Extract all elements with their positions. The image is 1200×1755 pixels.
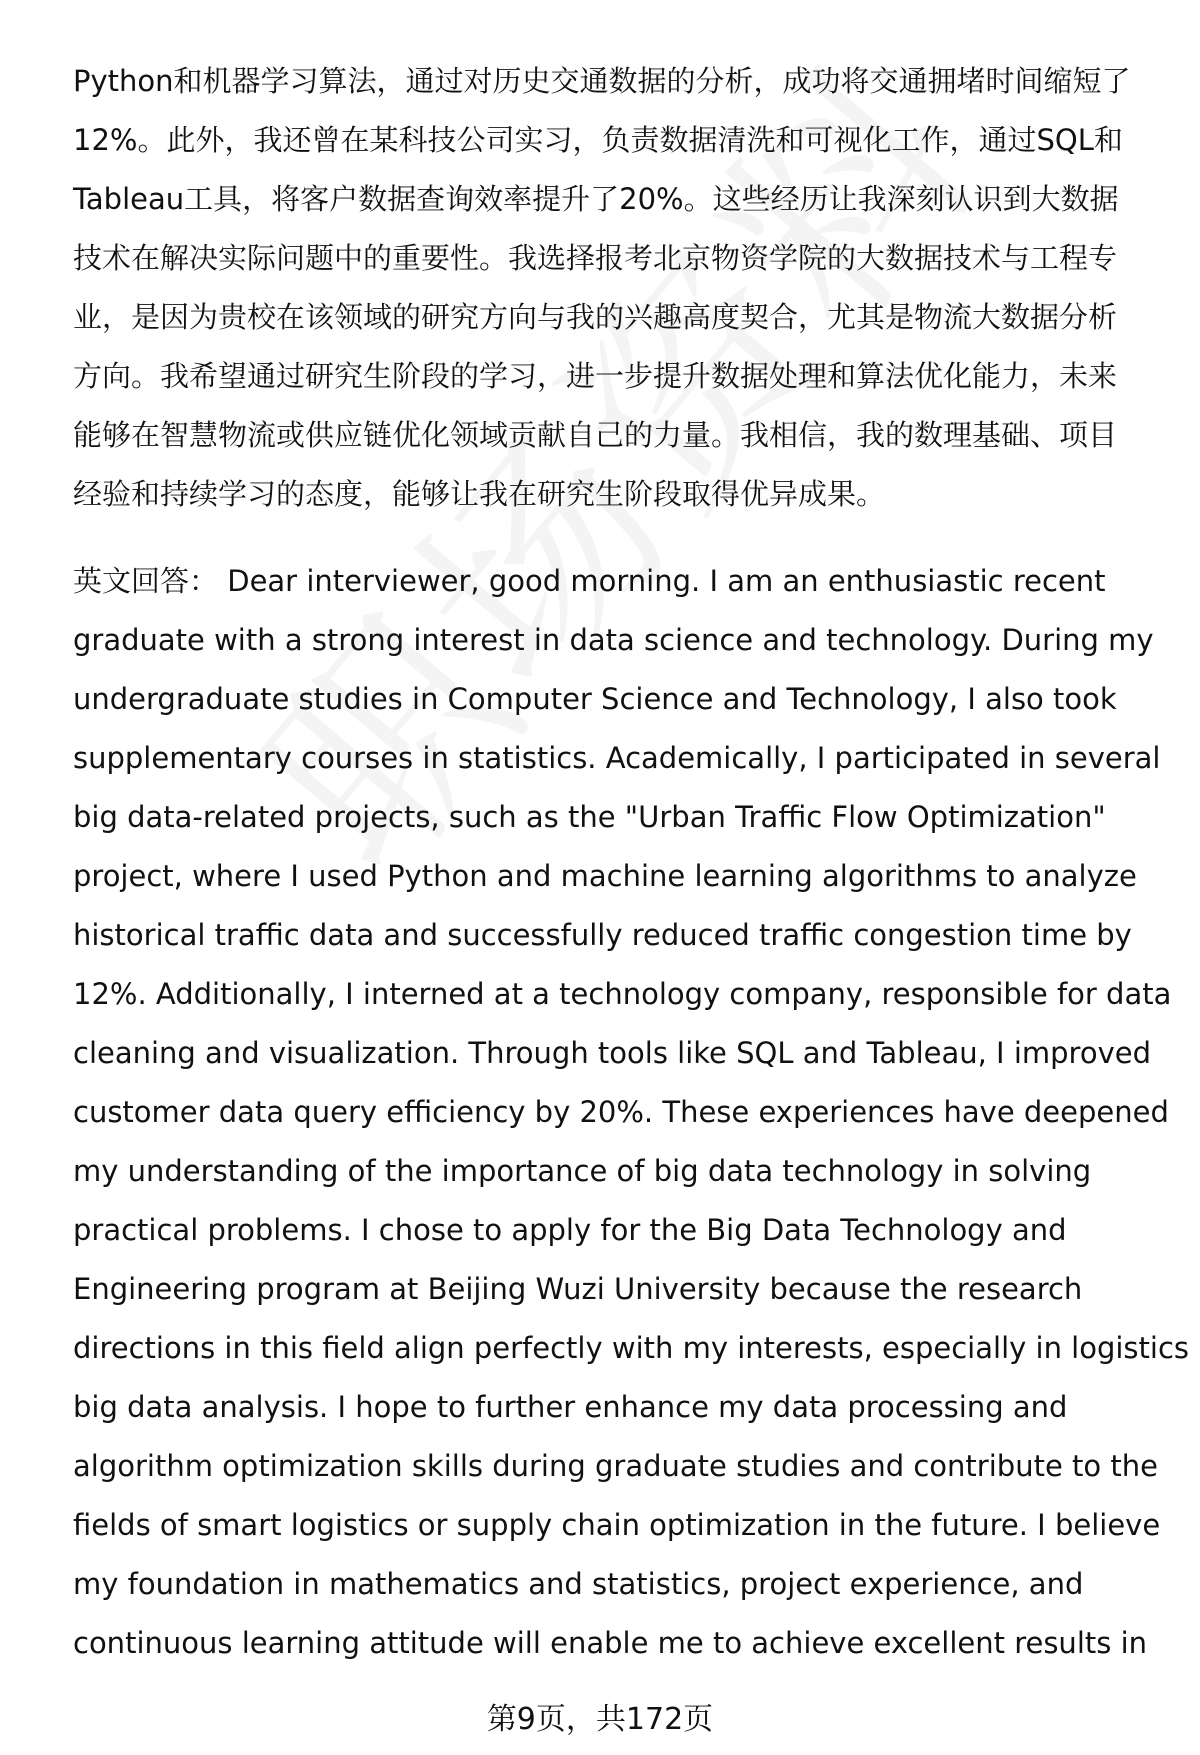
- text-line: algorithm optimization skills during graduate studies and contribute to the: [73, 1449, 1158, 1483]
- text-line: 业，是因为贵校在该领域的研究方向与我的兴趣高度契合，尤其是物流大数据分析: [73, 300, 1118, 334]
- text-line: big data analysis. I hope to further enhance my data processing and: [73, 1390, 1068, 1424]
- text-line: graduate with a strong interest in data science and technology. During my: [73, 623, 1154, 657]
- text-line: fields of smart logistics or supply chain optimization in the future. I believe: [73, 1508, 1161, 1542]
- text-line: practical problems. I chose to apply for the Big Data Technology and: [73, 1213, 1067, 1247]
- text-line: undergraduate studies in Computer Science and Technology, I also took: [73, 682, 1117, 716]
- text-line: 经验和持续学习的态度，能够让我在研究生阶段取得优异成果。: [73, 477, 886, 511]
- text-line: historical traffic data and successfully reduced traffic congestion time by: [73, 918, 1132, 952]
- text-line: 能够在智慧物流或供应链优化领域贡献自己的力量。我相信，我的数理基础、项目: [73, 418, 1118, 452]
- text-line: Engineering program at Beijing Wuzi University because the research: [73, 1272, 1083, 1306]
- text-line: 方向。我希望通过研究生阶段的学习，进一步提升数据处理和算法优化能力，未来: [73, 359, 1118, 393]
- english-paragraph: [73, 552, 1190, 1673]
- text-line: supplementary courses in statistics. Academically, I participated in several: [73, 741, 1161, 775]
- text-line: continuous learning attitude will enable me to achieve excellent results in: [73, 1626, 1148, 1660]
- text-line: 12%。此外，我还曾在某科技公司实习，负责数据清洗和可视化工作，通过SQL和: [73, 123, 1123, 157]
- text-line: 12%. Additionally, I interned at a technology company, responsible for data: [73, 977, 1172, 1011]
- text-line: project, where I used Python and machine learning algorithms to analyze: [73, 859, 1137, 893]
- text-line: 技术在解决实际问题中的重要性。我选择报考北京物资学院的大数据技术与工程专: [73, 241, 1118, 275]
- text-line: Tableau工具，将客户数据查询效率提升了20%。这些经历让我深刻认识到大数据: [73, 182, 1119, 216]
- text-line: my understanding of the importance of big data technology in solving: [73, 1154, 1092, 1188]
- page-number: 第9页，共172页: [486, 1702, 714, 1737]
- document-body: [73, 52, 1190, 1673]
- text-line: cleaning and visualization. Through tools like SQL and Tableau, I improved: [73, 1036, 1151, 1070]
- text-line: directions in this field align perfectly with my interests, especially in logistics: [73, 1331, 1190, 1365]
- paragraph-spacer: [73, 524, 1159, 552]
- text-line: customer data query efficiency by 20%. These experiences have deepened: [73, 1095, 1169, 1129]
- text-line: my foundation in mathematics and statistics, project experience, and: [73, 1567, 1084, 1601]
- text-line: Python和机器学习算法，通过对历史交通数据的分析，成功将交通拥堵时间缩短了: [73, 64, 1131, 98]
- chinese-paragraph: [73, 52, 1159, 524]
- english-first-line: [73, 552, 1159, 611]
- english-answer-label: 英文回答：: [73, 564, 219, 598]
- text-line-fragment: Dear interviewer, good morning. I am an enthusiastic recent: [218, 564, 1106, 598]
- text-line: big data-related projects, such as the "Urban Traffic Flow Optimization": [73, 800, 1106, 834]
